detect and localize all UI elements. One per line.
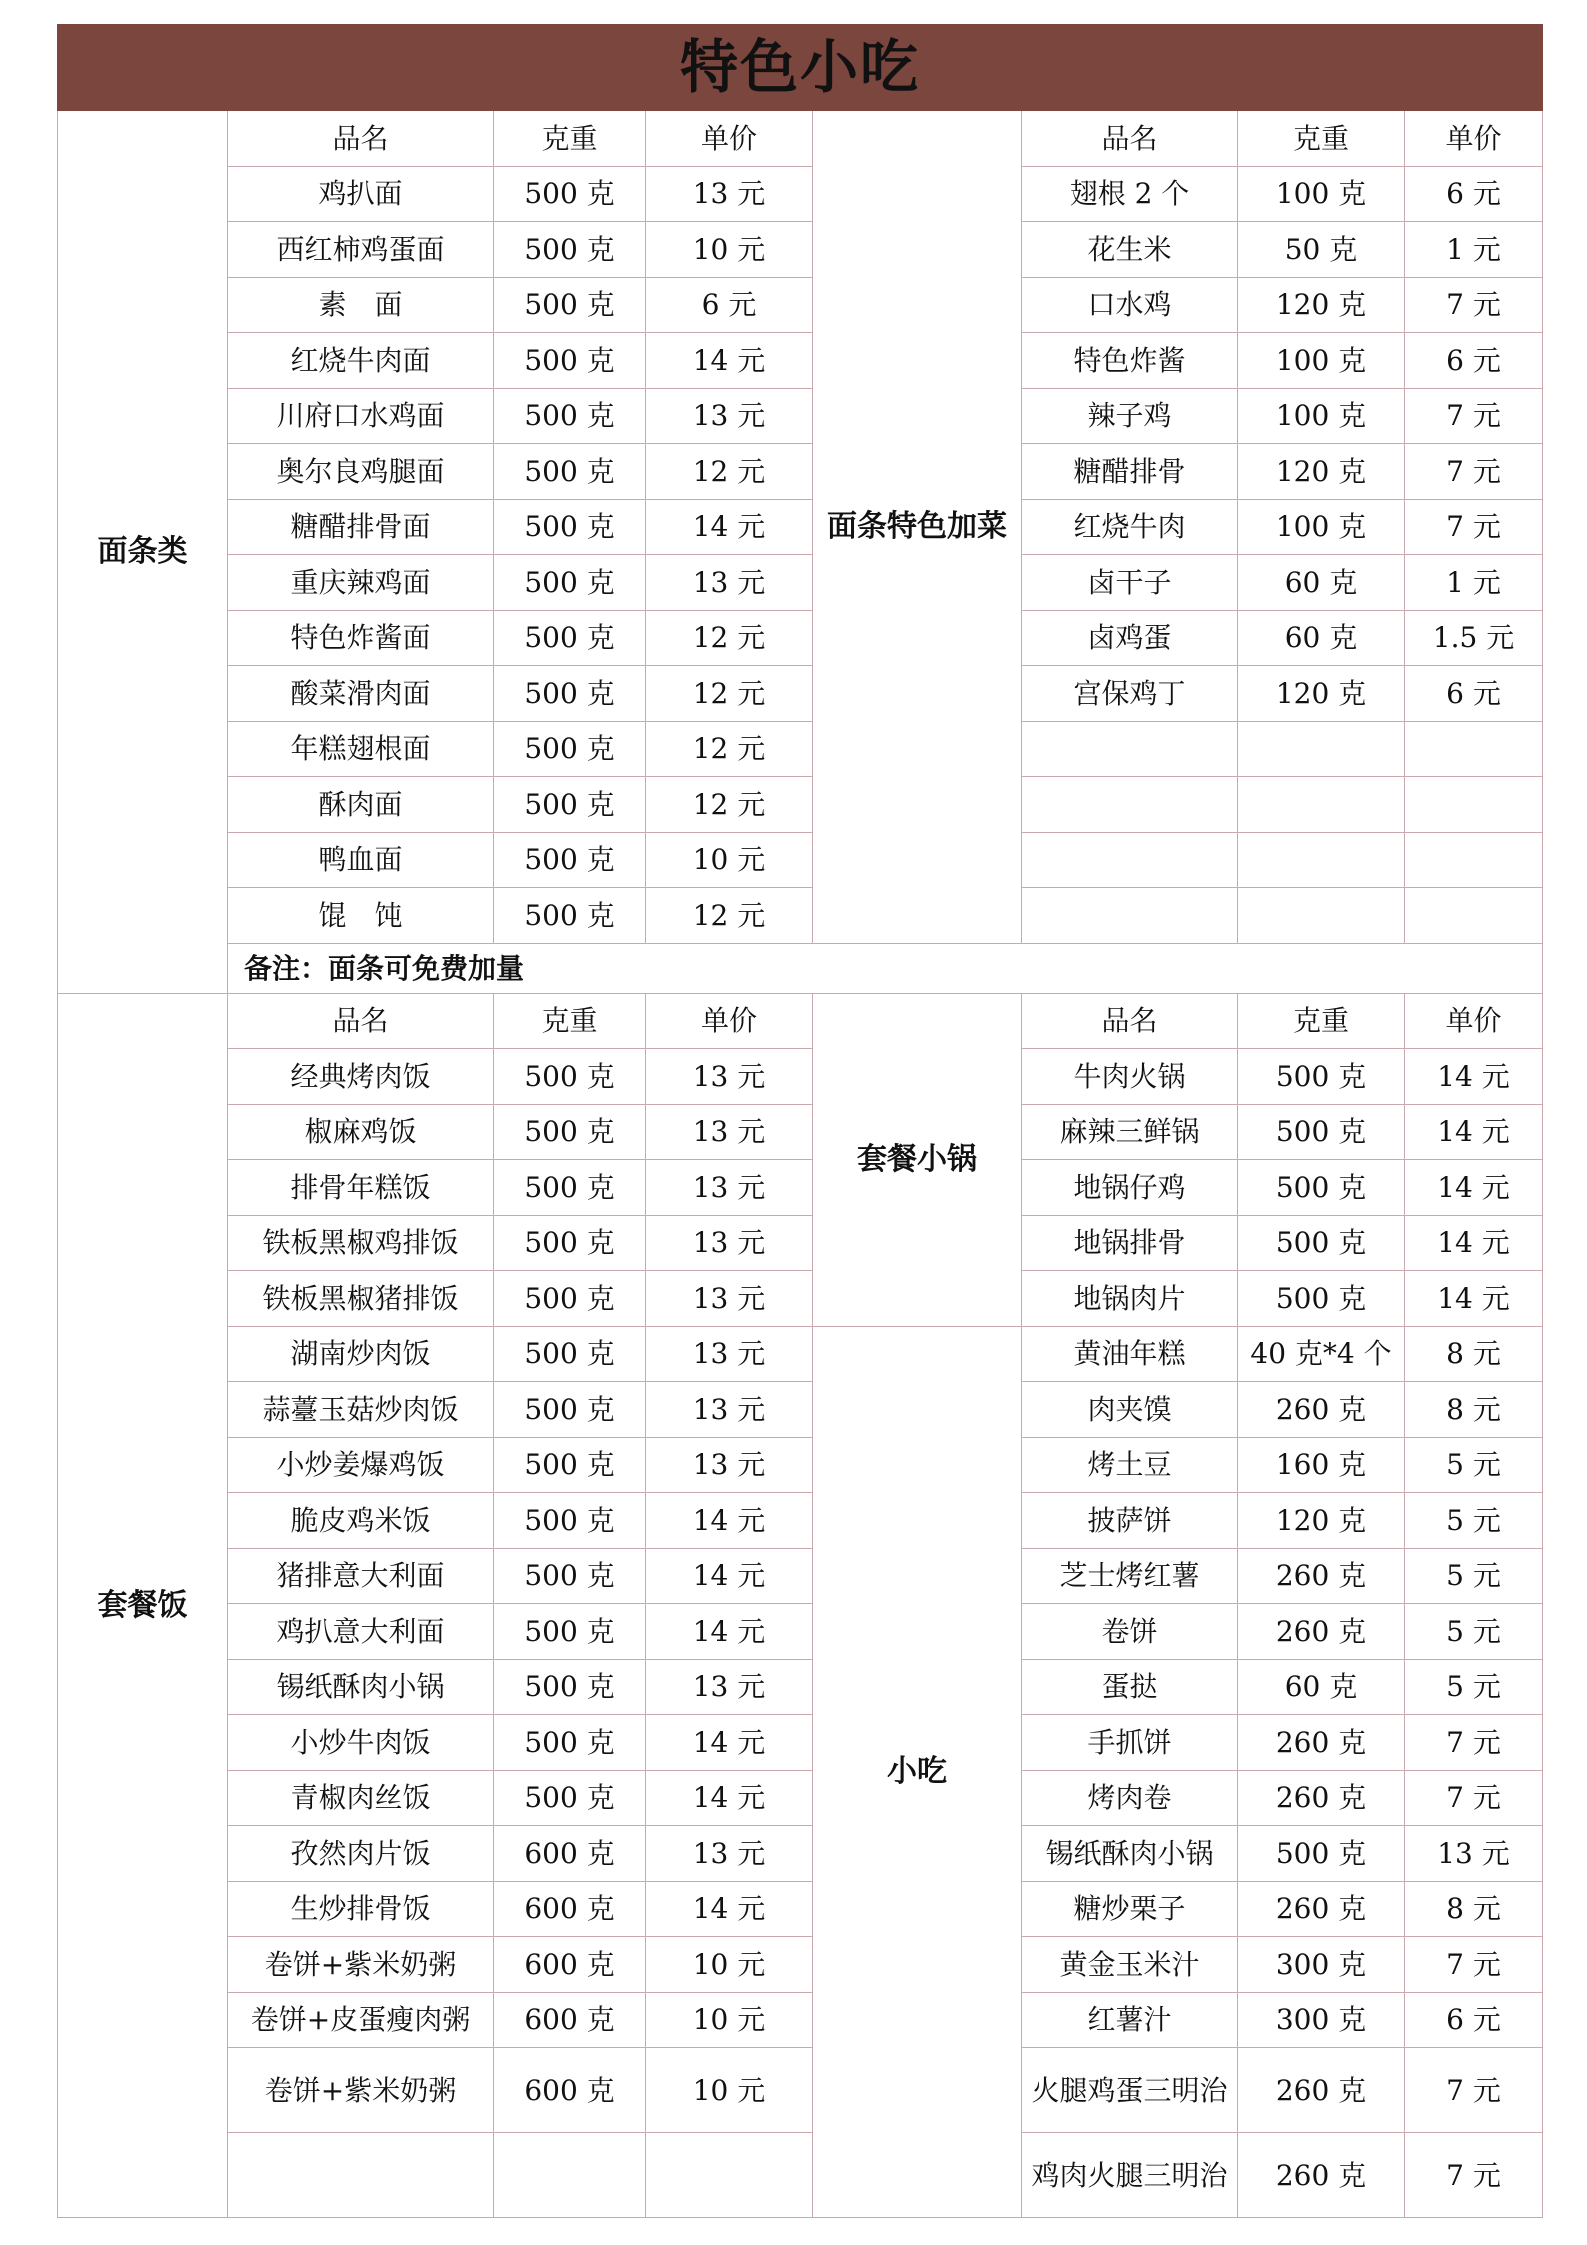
item-price: 13 元 [646,1437,813,1493]
item-weight: 500 克 [494,777,646,833]
item-price: 13 元 [646,166,813,222]
table-row [58,1049,1543,1105]
item-weight: 600 克 [494,1826,646,1882]
item-weight: 500 克 [494,832,646,888]
item-weight: 100 克 [1238,166,1405,222]
item-name: 西红柿鸡蛋面 [228,222,494,278]
item-price: 13 元 [646,1215,813,1271]
item-weight: 500 克 [494,1437,646,1493]
item-price: 7 元 [1405,2048,1543,2133]
item-price: 14 元 [1405,1049,1543,1105]
item-weight: 600 克 [494,1881,646,1937]
item-price: 7 元 [1405,388,1543,444]
table-row [58,1215,1543,1271]
item-name: 芝士烤红薯 [1022,1548,1238,1604]
item-price: 5 元 [1405,1548,1543,1604]
item-weight: 60 克 [1238,555,1405,611]
noodles-header-price: 单价 [646,111,813,167]
item-name: 卷饼+紫米奶粥 [228,2048,494,2133]
noodles-header-weight: 克重 [494,111,646,167]
item-name: 糖醋排骨 [1022,444,1238,500]
item-price: 12 元 [646,721,813,777]
item-price: 14 元 [646,1881,813,1937]
item-price: 14 元 [646,1604,813,1660]
item-price: 6 元 [1405,1992,1543,2048]
item-price: 8 元 [1405,1326,1543,1382]
item-price: 10 元 [646,2048,813,2133]
item-name: 烤土豆 [1022,1437,1238,1493]
item-weight: 500 克 [1238,1104,1405,1160]
extras-header-weight: 克重 [1238,111,1405,167]
item-price: 7 元 [1405,1937,1543,1993]
item-price: 6 元 [1405,333,1543,389]
item-price: 13 元 [646,1160,813,1216]
item-weight: 120 克 [1238,666,1405,722]
table-row [58,1604,1543,1660]
table-row [58,1271,1543,1327]
item-name: 铁板黑椒猪排饭 [228,1271,494,1327]
item-name: 川府口水鸡面 [228,388,494,444]
item-name [1022,721,1238,777]
noodles-header-name: 品名 [228,111,494,167]
item-price: 1 元 [1405,222,1543,278]
item-name: 鸡扒意大利面 [228,1604,494,1660]
item-price: 13 元 [1405,1826,1543,1882]
item-weight [1238,777,1405,833]
item-name: 鸡扒面 [228,166,494,222]
item-name: 花生米 [1022,222,1238,278]
table-row [58,1326,1543,1382]
item-price: 10 元 [646,832,813,888]
item-price: 14 元 [646,1770,813,1826]
item-name: 孜然肉片饭 [228,1826,494,1882]
item-weight: 120 克 [1238,277,1405,333]
item-weight: 100 克 [1238,499,1405,555]
item-weight: 500 克 [494,666,646,722]
item-price: 5 元 [1405,1659,1543,1715]
item-weight: 500 克 [494,1215,646,1271]
item-weight: 500 克 [494,1715,646,1771]
table-row [58,1160,1543,1216]
item-name: 脆皮鸡米饭 [228,1493,494,1549]
item-price: 7 元 [1405,1770,1543,1826]
item-weight: 260 克 [1238,1770,1405,1826]
item-weight: 60 克 [1238,610,1405,666]
item-name: 小炒姜爆鸡饭 [228,1437,494,1493]
item-price: 5 元 [1405,1604,1543,1660]
item-weight: 260 克 [1238,1604,1405,1660]
item-name: 手抓饼 [1022,1715,1238,1771]
item-price: 14 元 [1405,1215,1543,1271]
item-name: 火腿鸡蛋三明治 [1022,2048,1238,2133]
table-row [58,1992,1543,2048]
item-price: 7 元 [1405,1715,1543,1771]
item-name: 肉夹馍 [1022,1382,1238,1438]
item-price: 14 元 [646,1548,813,1604]
table-row [58,388,1543,444]
item-price [1405,721,1543,777]
table-row [58,2048,1543,2133]
item-name: 卤干子 [1022,555,1238,611]
item-price: 14 元 [646,499,813,555]
item-weight: 300 克 [1238,1937,1405,1993]
menu-table [57,24,1543,2218]
item-weight: 500 克 [1238,1215,1405,1271]
item-name: 卤鸡蛋 [1022,610,1238,666]
item-price: 13 元 [646,1271,813,1327]
item-price: 13 元 [646,388,813,444]
table-row [58,277,1543,333]
item-weight: 500 克 [494,1493,646,1549]
item-weight: 260 克 [1238,1382,1405,1438]
item-name: 酸菜滑肉面 [228,666,494,722]
item-weight: 500 克 [494,1548,646,1604]
item-price: 1 元 [1405,555,1543,611]
item-name: 锡纸酥肉小锅 [228,1659,494,1715]
item-weight: 500 克 [494,888,646,944]
item-name: 排骨年糕饭 [228,1160,494,1216]
item-name: 鸡肉火腿三明治 [1022,2133,1238,2218]
table-row [58,888,1543,944]
item-price [1405,777,1543,833]
item-weight: 600 克 [494,1992,646,2048]
item-name: 鸭血面 [228,832,494,888]
item-price: 14 元 [646,1493,813,1549]
item-weight: 40 克*4 个 [1238,1326,1405,1382]
table-row [58,832,1543,888]
item-name: 卷饼 [1022,1604,1238,1660]
item-price: 8 元 [1405,1881,1543,1937]
item-weight: 500 克 [1238,1049,1405,1105]
item-weight: 500 克 [494,333,646,389]
item-name: 青椒肉丝饭 [228,1770,494,1826]
item-weight: 500 克 [494,1049,646,1105]
item-weight: 500 克 [494,444,646,500]
category-snacks: 小吃 [813,1326,1022,2218]
item-weight: 300 克 [1238,1992,1405,2048]
item-weight: 500 克 [494,277,646,333]
hotpot-header-name: 品名 [1022,993,1238,1049]
table-row [58,1493,1543,1549]
table-row [58,1881,1543,1937]
item-weight: 600 克 [494,1937,646,1993]
item-price: 8 元 [1405,1382,1543,1438]
item-name: 红烧牛肉 [1022,499,1238,555]
item-price: 12 元 [646,777,813,833]
item-weight: 50 克 [1238,222,1405,278]
item-name: 经典烤肉饭 [228,1049,494,1105]
item-weight: 500 克 [1238,1160,1405,1216]
item-price: 13 元 [646,1826,813,1882]
item-weight: 100 克 [1238,388,1405,444]
item-weight: 500 克 [494,1326,646,1382]
item-name: 特色炸酱面 [228,610,494,666]
item-weight: 120 克 [1238,1493,1405,1549]
item-name: 辣子鸡 [1022,388,1238,444]
item-price: 12 元 [646,444,813,500]
item-name: 糖炒栗子 [1022,1881,1238,1937]
item-name: 红烧牛肉面 [228,333,494,389]
item-price: 13 元 [646,1659,813,1715]
item-name [1022,777,1238,833]
item-name: 馄 饨 [228,888,494,944]
item-price: 12 元 [646,610,813,666]
table-row [58,610,1543,666]
item-weight: 500 克 [494,1271,646,1327]
item-weight: 500 克 [494,1160,646,1216]
item-weight: 500 克 [494,555,646,611]
table-row [58,1437,1543,1493]
item-name: 奥尔良鸡腿面 [228,444,494,500]
item-price: 14 元 [646,333,813,389]
item-weight: 500 克 [1238,1271,1405,1327]
item-price: 10 元 [646,1937,813,1993]
item-name [1022,832,1238,888]
table-row [58,1826,1543,1882]
item-name: 椒麻鸡饭 [228,1104,494,1160]
item-name: 湖南炒肉饭 [228,1326,494,1382]
item-name: 酥肉面 [228,777,494,833]
item-price: 10 元 [646,1992,813,2048]
table-row [58,166,1543,222]
item-price: 14 元 [1405,1160,1543,1216]
item-name: 糖醋排骨面 [228,499,494,555]
item-name: 黄金玉米汁 [1022,1937,1238,1993]
table-row [58,222,1543,278]
table-row [58,1382,1543,1438]
item-price: 7 元 [1405,2133,1543,2218]
table-row [58,444,1543,500]
item-name: 口水鸡 [1022,277,1238,333]
item-price: 10 元 [646,222,813,278]
item-price: 6 元 [646,277,813,333]
extras-header-price: 单价 [1405,111,1543,167]
table-row [58,721,1543,777]
item-weight: 100 克 [1238,333,1405,389]
item-weight: 500 克 [494,166,646,222]
item-name: 地锅仔鸡 [1022,1160,1238,1216]
item-weight: 500 克 [494,499,646,555]
table-row [58,333,1543,389]
table-row [58,1770,1543,1826]
item-name: 烤肉卷 [1022,1770,1238,1826]
item-weight: 260 克 [1238,2048,1405,2133]
item-name: 翅根 2 个 [1022,166,1238,222]
setmeal-header-price: 单价 [646,993,813,1049]
item-name: 铁板黑椒鸡排饭 [228,1215,494,1271]
setmeal-header-name: 品名 [228,993,494,1049]
item-name: 蒜薹玉菇炒肉饭 [228,1382,494,1438]
item-price [646,2133,813,2218]
item-price: 14 元 [1405,1271,1543,1327]
item-price: 14 元 [1405,1104,1543,1160]
item-name: 卷饼+皮蛋瘦肉粥 [228,1992,494,2048]
item-name: 地锅肉片 [1022,1271,1238,1327]
item-name: 生炒排骨饭 [228,1881,494,1937]
item-weight: 500 克 [494,388,646,444]
item-weight: 60 克 [1238,1659,1405,1715]
item-name: 蛋挞 [1022,1659,1238,1715]
item-name: 年糕翅根面 [228,721,494,777]
item-weight [1238,832,1405,888]
item-weight: 260 克 [1238,1715,1405,1771]
item-price [1405,888,1543,944]
item-price: 7 元 [1405,277,1543,333]
item-name: 麻辣三鲜锅 [1022,1104,1238,1160]
item-weight: 260 克 [1238,1548,1405,1604]
item-name: 牛肉火锅 [1022,1049,1238,1105]
item-price: 5 元 [1405,1437,1543,1493]
item-weight: 500 克 [494,721,646,777]
table-row [58,1104,1543,1160]
category-set-meals: 套餐饭 [58,993,228,2218]
item-price: 12 元 [646,666,813,722]
item-name: 披萨饼 [1022,1493,1238,1549]
item-name: 素 面 [228,277,494,333]
extras-header-name: 品名 [1022,111,1238,167]
item-weight [1238,721,1405,777]
table-row [58,666,1543,722]
item-weight: 600 克 [494,2048,646,2133]
item-weight: 500 克 [494,222,646,278]
item-weight: 500 克 [494,1382,646,1438]
table-row [58,499,1543,555]
table-row [58,1659,1543,1715]
item-weight [494,2133,646,2218]
item-price: 14 元 [646,1715,813,1771]
item-weight: 500 克 [494,1604,646,1660]
table-row [58,1715,1543,1771]
item-price: 13 元 [646,1326,813,1382]
item-price: 12 元 [646,888,813,944]
item-weight: 260 克 [1238,1881,1405,1937]
item-weight: 260 克 [1238,2133,1405,2218]
item-name: 特色炸酱 [1022,333,1238,389]
category-hotpot: 套餐小锅 [813,993,1022,1326]
item-price [1405,832,1543,888]
hotpot-header-weight: 克重 [1238,993,1405,1049]
item-price: 6 元 [1405,666,1543,722]
item-name: 锡纸酥肉小锅 [1022,1826,1238,1882]
item-price: 13 元 [646,1049,813,1105]
item-weight: 160 克 [1238,1437,1405,1493]
item-price: 7 元 [1405,499,1543,555]
item-weight [1238,888,1405,944]
item-name: 宫保鸡丁 [1022,666,1238,722]
page-title: 特色小吃 [58,25,1543,111]
item-weight: 500 克 [494,1659,646,1715]
item-weight: 500 克 [494,610,646,666]
table-row [58,777,1543,833]
category-noodles: 面条类 [58,111,228,994]
item-weight: 120 克 [1238,444,1405,500]
noodles-note: 备注：面条可免费加量 [228,943,1543,993]
item-price: 7 元 [1405,444,1543,500]
item-name: 重庆辣鸡面 [228,555,494,611]
item-name: 小炒牛肉饭 [228,1715,494,1771]
item-name: 猪排意大利面 [228,1548,494,1604]
item-name [228,2133,494,2218]
item-price: 5 元 [1405,1493,1543,1549]
item-price: 13 元 [646,1382,813,1438]
table-row [58,555,1543,611]
item-name: 红薯汁 [1022,1992,1238,2048]
item-weight: 500 克 [494,1770,646,1826]
table-row [58,1937,1543,1993]
item-name [1022,888,1238,944]
item-name: 卷饼+紫米奶粥 [228,1937,494,1993]
table-row [58,1548,1543,1604]
item-price: 13 元 [646,1104,813,1160]
item-price: 13 元 [646,555,813,611]
item-weight: 500 克 [1238,1826,1405,1882]
category-noodle-extras: 面条特色加菜 [813,111,1022,944]
hotpot-header-price: 单价 [1405,993,1543,1049]
item-name: 黄油年糕 [1022,1326,1238,1382]
item-name: 地锅排骨 [1022,1215,1238,1271]
item-weight: 500 克 [494,1104,646,1160]
item-price: 6 元 [1405,166,1543,222]
item-price: 1.5 元 [1405,610,1543,666]
table-row [58,2133,1543,2218]
setmeal-header-weight: 克重 [494,993,646,1049]
